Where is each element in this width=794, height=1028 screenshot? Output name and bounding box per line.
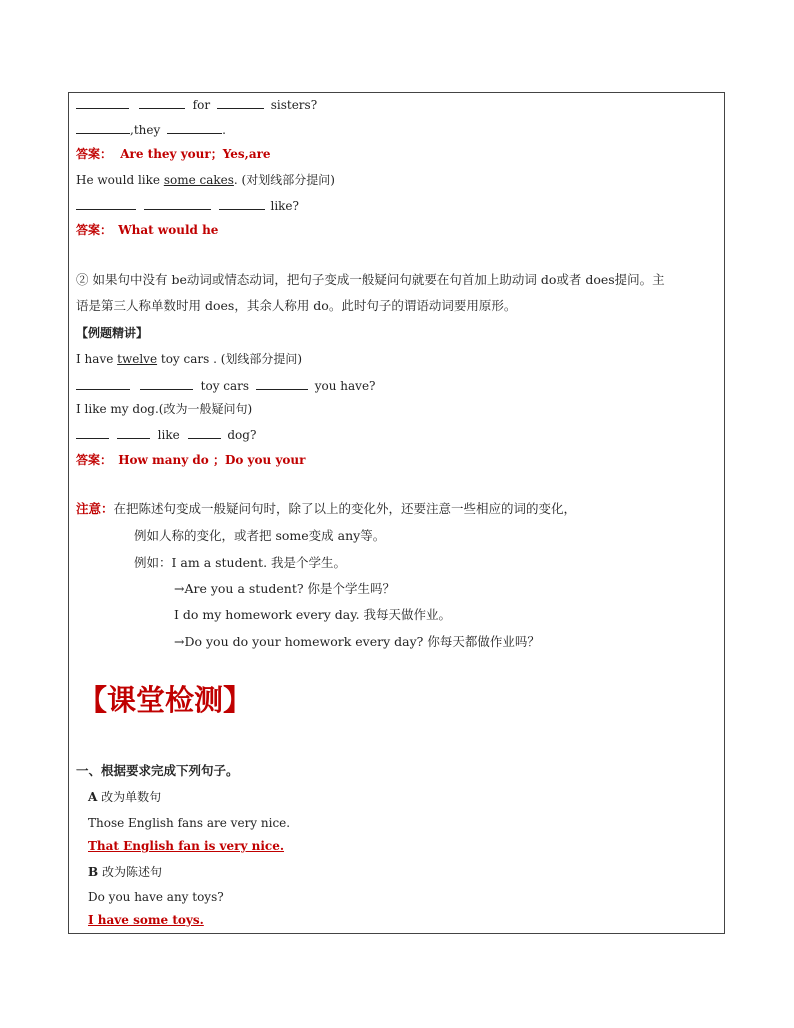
- example-line-2: [76, 377, 375, 394]
- fill-line-2: [76, 121, 226, 138]
- answer-text: What would he: [118, 223, 219, 237]
- example-instruction: toy cars . (划线部分提问): [157, 352, 303, 366]
- text-like: like: [157, 428, 180, 442]
- note-line-6: →Do you do your homework every day? 你每天都做作业吗？: [174, 634, 540, 649]
- example-text: I have: [76, 352, 118, 366]
- blank[interactable]: [76, 96, 129, 109]
- label-a: A: [88, 790, 98, 804]
- answer-line-1: [76, 146, 271, 162]
- text-like: like?: [270, 199, 299, 213]
- blank[interactable]: [76, 377, 130, 390]
- underlined-phrase: some cakes: [163, 173, 234, 187]
- answer-line-2: [76, 222, 218, 238]
- part-a-question: Those English fans are very nice.: [88, 816, 291, 830]
- note-text: 在把陈述句变成一般疑问句时，除了以上的变化外，还要注意一些相应的词的变化，: [113, 501, 577, 516]
- section-heading: 【课堂检测】: [78, 683, 253, 717]
- question-instruction: . (对划线部分提问): [233, 173, 335, 187]
- part-title: 一、根据要求完成下列句子。: [76, 763, 239, 778]
- blank[interactable]: [217, 96, 264, 109]
- question-text: He would like: [76, 173, 164, 187]
- part-a-answer: That English fan is very nice.: [88, 839, 285, 853]
- text-dog: dog?: [227, 428, 257, 442]
- blank[interactable]: [140, 377, 193, 390]
- answer-label: 答案：: [76, 223, 113, 237]
- part-b-answer: I have some toys.: [88, 913, 204, 927]
- text-they: ,they: [130, 123, 161, 137]
- blank[interactable]: [76, 121, 130, 134]
- blank[interactable]: [139, 96, 185, 109]
- note-line-5: I do my homework every day. 我每天做作业。: [174, 607, 452, 622]
- note-line-2: 例如人称的变化，或者把 some变成 any等。: [134, 528, 386, 543]
- label-b: B: [88, 865, 99, 879]
- example-line-3: I like my dog.(改为一般疑问句): [76, 402, 253, 416]
- blank[interactable]: [167, 121, 222, 134]
- text-you-have: you have?: [314, 379, 376, 393]
- example-answer: [76, 452, 305, 468]
- text-sisters: sisters?: [270, 98, 318, 112]
- blank[interactable]: [256, 377, 308, 390]
- text-for: for: [192, 98, 211, 112]
- fill-line-1: [76, 96, 317, 113]
- part-b-label: [88, 864, 162, 880]
- answer-text: How many do ；Do you your: [118, 453, 306, 467]
- answer-label: 答案：: [76, 453, 113, 467]
- blank[interactable]: [188, 426, 221, 439]
- answer-label: 答案：: [76, 147, 113, 161]
- note-line-3: 例如：I am a student. 我是个学生。: [134, 555, 347, 570]
- rule-line-1: ② 如果句中没有 be动词或情态动词，把句子变成一般疑问句就要在句首加上助动词 do或者 does提问。主: [76, 272, 665, 287]
- blank[interactable]: [117, 426, 150, 439]
- answer-text: Are they your；Yes,are: [120, 147, 271, 161]
- rule-line-2: 语是第三人称单数时用 does，其余人称用 do。此时句子的谓语动词要用原形。: [76, 298, 517, 313]
- question-line: [76, 172, 335, 188]
- example-line-1: [76, 351, 302, 367]
- instruction-b: 改为陈述句: [98, 865, 162, 879]
- blank[interactable]: [76, 197, 136, 210]
- example-line-4: [76, 426, 256, 443]
- note-line-1: [76, 501, 576, 517]
- part-a-label: [88, 789, 161, 805]
- blank[interactable]: [144, 197, 211, 210]
- text-period: .: [222, 123, 226, 137]
- example-title: 【例题精讲】: [76, 326, 149, 340]
- blank[interactable]: [76, 426, 109, 439]
- note-label: 注意：: [76, 501, 114, 516]
- note-line-4: →Are you a student? 你是个学生吗？: [174, 581, 396, 596]
- underlined-word: twelve: [117, 352, 158, 366]
- text-toy-cars: toy cars: [200, 379, 250, 393]
- instruction-a: 改为单数句: [97, 790, 162, 804]
- fill-line-3: [76, 197, 299, 214]
- part-b-question: Do you have any toys?: [88, 890, 224, 904]
- blank[interactable]: [219, 197, 265, 210]
